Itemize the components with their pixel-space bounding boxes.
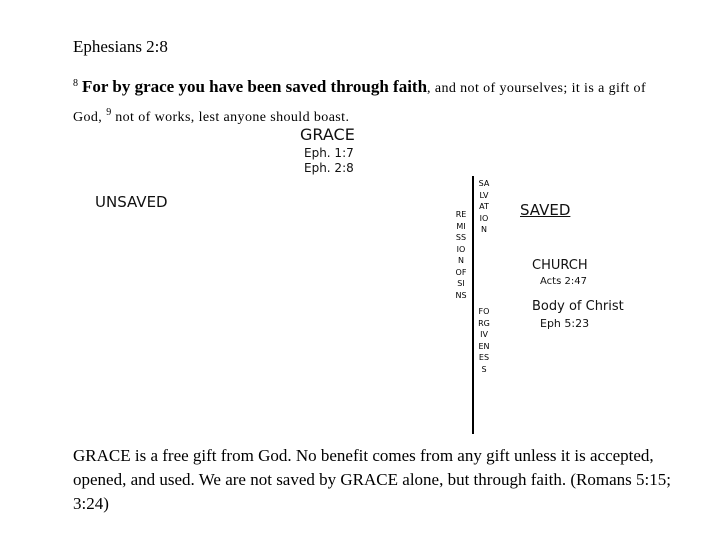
verse-number-8: 8 bbox=[73, 78, 78, 89]
divider-line bbox=[472, 176, 474, 434]
body-of-christ-label: Body of Christ bbox=[532, 299, 624, 314]
church-ref: Acts 2:47 bbox=[540, 276, 587, 287]
page-title: Ephesians 2:8 bbox=[73, 37, 168, 56]
church-label: CHURCH bbox=[532, 258, 588, 273]
salvation-column: SALVATION bbox=[478, 179, 490, 234]
summary-text: GRACE is a free gift from God. No benefit comes from any gift unless it is accepted, opened, and used. We are not saved by GRACE alone, but through faith. (Romans 5:15; 3:24) bbox=[73, 446, 671, 513]
verse-text bbox=[73, 72, 673, 130]
forgiveness-column: FORGIVENESS bbox=[478, 307, 490, 374]
grace-ref-1: Eph. 1:7 bbox=[304, 146, 354, 160]
verse-number-9: 9 bbox=[106, 107, 112, 118]
verse-text-2: not of works, lest anyone should boast. bbox=[115, 110, 350, 125]
unsaved-label: UNSAVED bbox=[95, 193, 168, 211]
grace-ref-2: Eph. 2:8 bbox=[304, 161, 354, 175]
verse-text-1: , and not of yourselves; it is a gift of God, bbox=[73, 81, 647, 125]
verse-bold-text: For by grace you have been saved through faith bbox=[82, 77, 428, 96]
body-of-christ-ref: Eph 5:23 bbox=[540, 317, 590, 330]
remission-of-sins-column: REMISSION OF SINS bbox=[455, 210, 472, 300]
grace-title: GRACE bbox=[300, 125, 355, 144]
saved-label: SAVED bbox=[520, 201, 571, 219]
